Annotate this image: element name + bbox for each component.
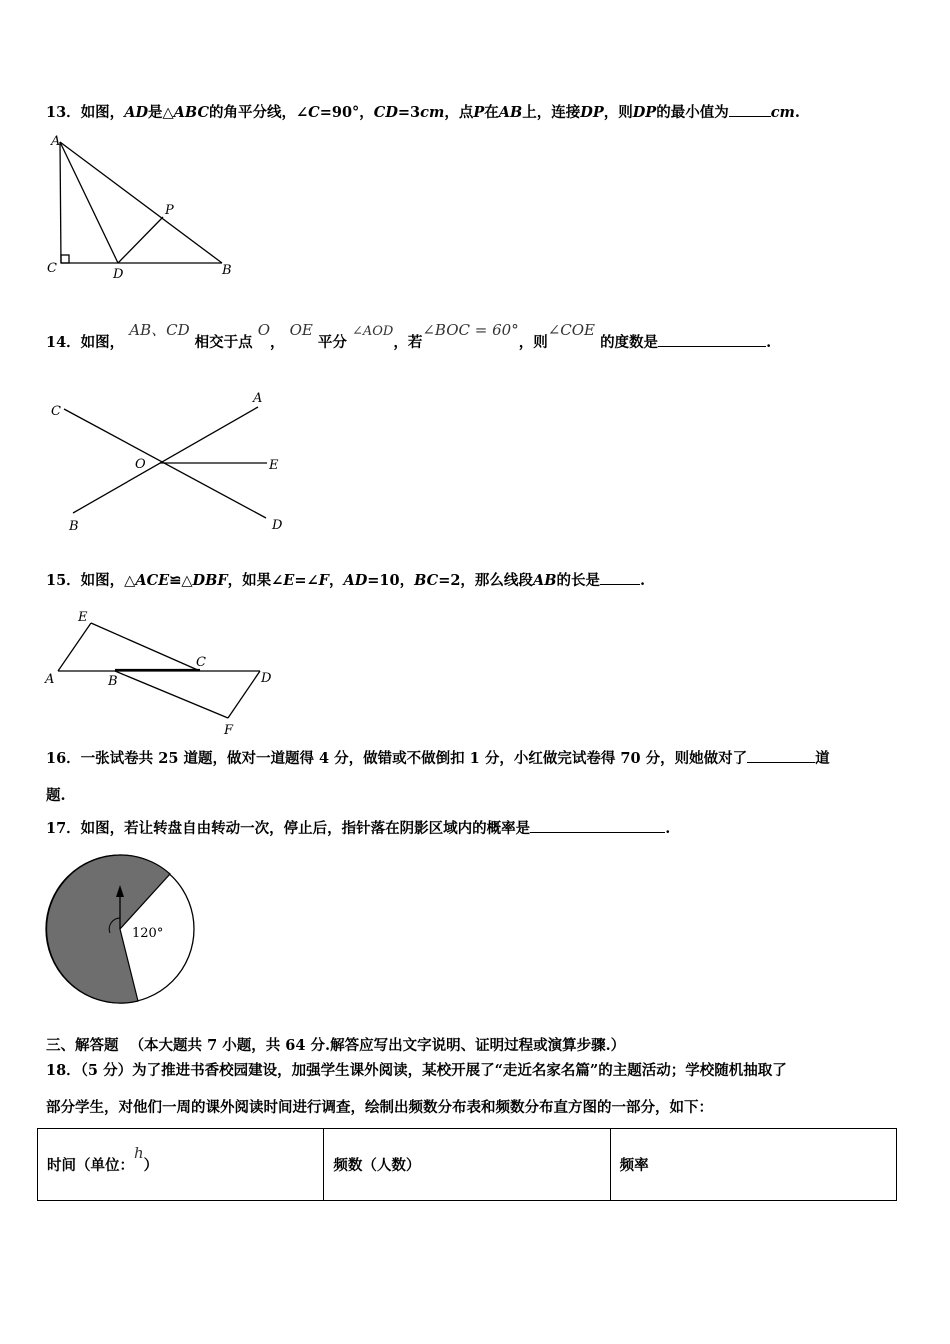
question-18-continued: 部分学生，对他们一周的课外阅读时间进行调查，绘制出频数分布表和频数分布直方图的一部分，如下： [46, 1099, 713, 1116]
question-14: 14．如图， AB、CD 相交于点 O， OE 平分 ∠AOD，若∠BOC = 60°，则∠COE 的度数是 . [46, 321, 772, 351]
label-D: D [113, 267, 124, 282]
question-17: 17．如图，若让转盘自由转动一次，停止后，指针落在阴影区域内的概率是 . [46, 820, 671, 837]
question-16: 16．一张试卷共 25 道题，做对一道题得 4 分，做错或不做倒扣 1 分，小红做完试卷得 70 分，则她做对了 道 [46, 750, 830, 767]
label-C: C [51, 404, 61, 419]
label-D: D [272, 518, 283, 533]
header-frequency-rate: 频率 [610, 1129, 896, 1201]
figure-q13-triangle [40, 128, 250, 288]
label-B: B [222, 263, 232, 278]
frequency-table [37, 1128, 897, 1201]
label-F: F [224, 723, 234, 738]
answer-blank[interactable] [530, 818, 665, 833]
label-C: C [196, 655, 206, 670]
question-13: 13．如图，AD是△ABC的角平分线，∠C=90°，CD=3cm，点P在AB上，连接DP，则DP的最小值为 cm. [46, 104, 800, 121]
question-16-continued: 题. [46, 787, 66, 804]
label-A: A [253, 391, 263, 406]
table-header-row [38, 1129, 897, 1201]
label-O: O [135, 457, 146, 472]
figure-q14-intersecting-lines [40, 385, 300, 535]
question-15: 15．如图，△ACE≌△DBF，如果∠E=∠F，AD=10，BC=2，那么线段AB的长是 . [46, 572, 646, 589]
label-D: D [261, 671, 272, 686]
label-P: P [165, 203, 174, 218]
answer-blank[interactable] [600, 570, 640, 585]
section-heading: 三、解答题 （本大题共 7 小题，共 64 分.解答应写出文字说明、证明过程或演算步骤.） [46, 1037, 626, 1054]
label-E: E [269, 458, 279, 473]
label-B: B [69, 519, 79, 534]
label-A: A [51, 134, 61, 149]
label-B: B [108, 674, 118, 689]
figure-q15-congruent-triangles [40, 603, 290, 738]
label-A: A [45, 672, 55, 687]
header-time: 时间（单位：h） [38, 1129, 324, 1201]
figure-q17-spinner [40, 852, 210, 1012]
angle-label: 120° [132, 926, 164, 941]
label-E: E [78, 610, 88, 625]
answer-blank[interactable] [747, 748, 815, 763]
label-C: C [47, 261, 57, 276]
answer-blank[interactable] [658, 332, 766, 347]
answer-blank[interactable] [729, 102, 771, 117]
question-18: 18．（5 分）为了推进书香校园建设，加强学生课外阅读，某校开展了“走近名家名篇”的主题活动；学校随机抽取了 [46, 1062, 787, 1079]
header-frequency-count: 频数（人数） [324, 1129, 610, 1201]
